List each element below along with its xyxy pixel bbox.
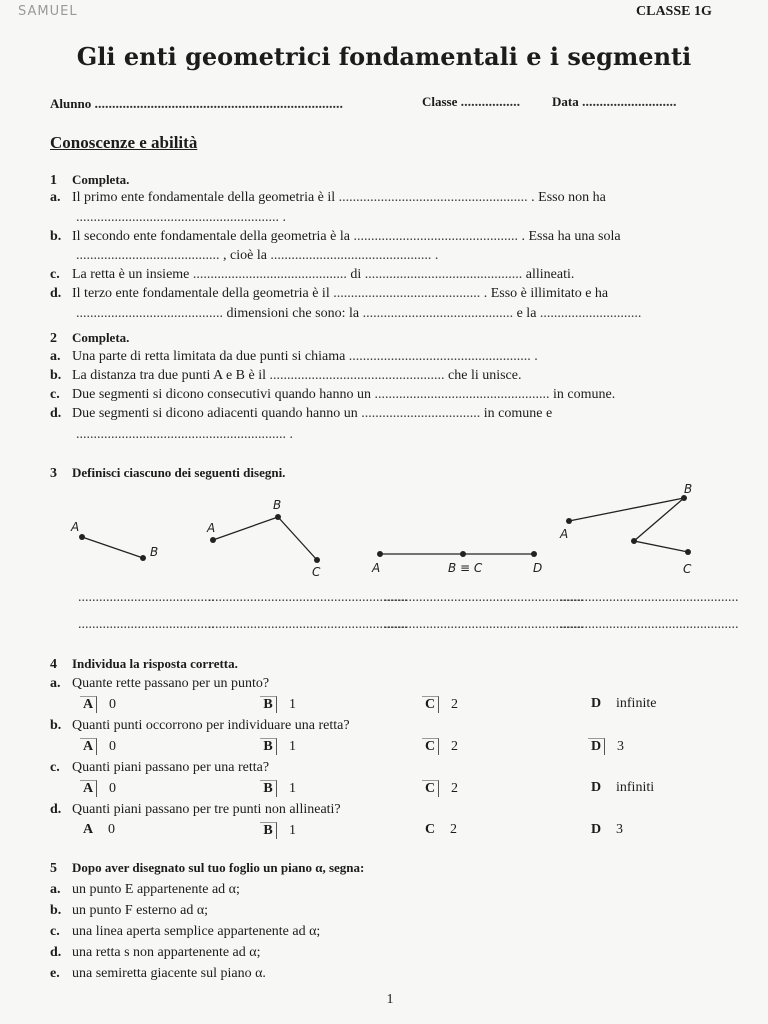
q4-b-option-D[interactable]: D 3 (588, 738, 624, 755)
q2-item-c: c. Due segmenti si dicono consecutivi quando hanno un .................................................. in comune. (50, 387, 616, 402)
svg-text:A: A (372, 561, 381, 575)
student-name-handwritten: SAMUEL (18, 4, 78, 19)
alunno-label: Alunno ....................................................................... (50, 96, 343, 112)
q4-a-option-C[interactable]: C 2 (422, 696, 458, 713)
q5-item-a: a. un punto E appartenente ad α; (50, 882, 240, 897)
q3-drawings (0, 480, 768, 580)
drawing-consecutive-segments (206, 498, 321, 579)
class-code: CLASSE 1G (636, 4, 712, 19)
q5-item-b: b. un punto F esterno ad α; (50, 903, 209, 918)
q4-a-option-A[interactable]: A 0 (80, 696, 116, 713)
svg-text:D: D (533, 561, 543, 575)
q4-item-c-question: c. Quanti piani passano per una retta? (50, 760, 270, 775)
q4-c-option-C[interactable]: C 2 (422, 780, 458, 797)
q3-answer-line-4a: ................................................... (560, 590, 739, 605)
page-title: Gli enti geometrici fondamentali e i segmenti (76, 42, 692, 71)
q4-c-option-A[interactable]: A 0 (80, 780, 116, 797)
q1-item-d: d. Il terzo ente fondamentale della geometria è il .......................................... . Esso è illimitato e ha (50, 286, 609, 301)
page-number: 1 (386, 992, 394, 1007)
q1-item-c: c. La retta è un insieme ............................................ di ............................................. allineati. (50, 267, 575, 282)
q4-heading: 4 Individua la risposta corretta. (50, 656, 238, 672)
q3-answer-line-2a: ......................................................... (208, 590, 408, 605)
q5-item-e: e. una semiretta giacente sul piano α. (50, 966, 266, 981)
q1-item-b-cont: ......................................... , cioè la .............................................. . (76, 248, 439, 263)
q3-answer-line-3b: ......................................................... (384, 617, 584, 632)
q4-item-a-question: a. Quante rette passano per un punto? (50, 676, 270, 691)
q1-item-b: b. Il secondo ente fondamentale della geometria è la ............................................... . Essa ha una sola (50, 229, 621, 244)
q5-item-c: c. una linea aperta semplice appartenente ad α; (50, 924, 321, 939)
svg-text:B: B (150, 545, 159, 559)
drawing-adjacent-segments (371, 551, 542, 575)
section-title: Conoscenze e abilità (50, 133, 198, 152)
svg-text:A: A (560, 527, 569, 541)
q4-b-option-C[interactable]: C 2 (422, 738, 458, 755)
q4-d-option-D[interactable]: D 3 (590, 822, 623, 837)
q4-item-d-question: d. Quanti piani passano per tre punti non allineati? (50, 802, 341, 817)
q4-d-option-A[interactable]: A 0 (82, 822, 115, 837)
svg-text:C: C (312, 565, 321, 579)
q4-b-option-B[interactable]: B 1 (260, 738, 296, 755)
q1-item-a-cont: .......................................................... . (76, 210, 286, 225)
q4-d-option-B[interactable]: B 1 (260, 822, 296, 839)
q5-heading: 5 Dopo aver disegnato sul tuo foglio un piano α, segna: (50, 860, 365, 876)
q4-a-option-B[interactable]: B 1 (260, 696, 296, 713)
drawing-segment (70, 520, 158, 561)
q3-answer-line-1a: ....................................... (78, 590, 215, 605)
data-label: Data ........................... (552, 94, 677, 110)
q3-answer-line-2b: ......................................................... (208, 617, 408, 632)
q3-answer-line-4b: ................................................... (560, 617, 739, 632)
q2-item-a: a. Una parte di retta limitata da due punti si chiama .................................................... . (50, 349, 538, 364)
q2-heading: 2 Completa. (50, 330, 130, 346)
q2-item-d-cont: ............................................................ . (76, 427, 293, 442)
svg-text:B: B (684, 482, 693, 496)
q1-item-d-cont: .......................................... dimensioni che sono: la ........................................... e la ............................. (76, 306, 642, 321)
q4-a-option-D[interactable]: D infinite (590, 696, 657, 711)
q3-answer-line-1b: ....................................... (78, 617, 215, 632)
svg-text:A: A (71, 520, 80, 534)
q3-heading: 3 Definisci ciascuno dei seguenti disegni. (50, 465, 286, 481)
svg-text:B ≡ C: B ≡ C (448, 561, 483, 575)
q4-d-option-C[interactable]: C 2 (424, 822, 457, 837)
q4-c-option-B[interactable]: B 1 (260, 780, 296, 797)
q3-answer-line-3a: ......................................................... (384, 590, 584, 605)
q5-item-d: d. una retta s non appartenente ad α; (50, 945, 261, 960)
classe-label: Classe ................. (422, 94, 521, 110)
drawing-broken-line (559, 482, 692, 576)
q1-heading: 1 Completa. (50, 172, 130, 188)
q4-item-b-question: b. Quanti punti occorrono per individuare una retta? (50, 718, 350, 733)
q2-item-b: b. La distanza tra due punti A e B è il .................................................. che li unisce. (50, 368, 522, 383)
svg-text:B: B (273, 498, 282, 512)
q2-item-d: d. Due segmenti si dicono adiacenti quando hanno un .................................. in comune e (50, 406, 553, 421)
svg-text:C: C (683, 562, 692, 576)
q4-b-option-A[interactable]: A 0 (80, 738, 116, 755)
q4-c-option-D[interactable]: D infiniti (590, 780, 655, 795)
svg-text:A: A (207, 521, 216, 535)
q1-item-a: a. Il primo ente fondamentale della geometria è il ...................................................... . Esso non ha (50, 190, 606, 205)
